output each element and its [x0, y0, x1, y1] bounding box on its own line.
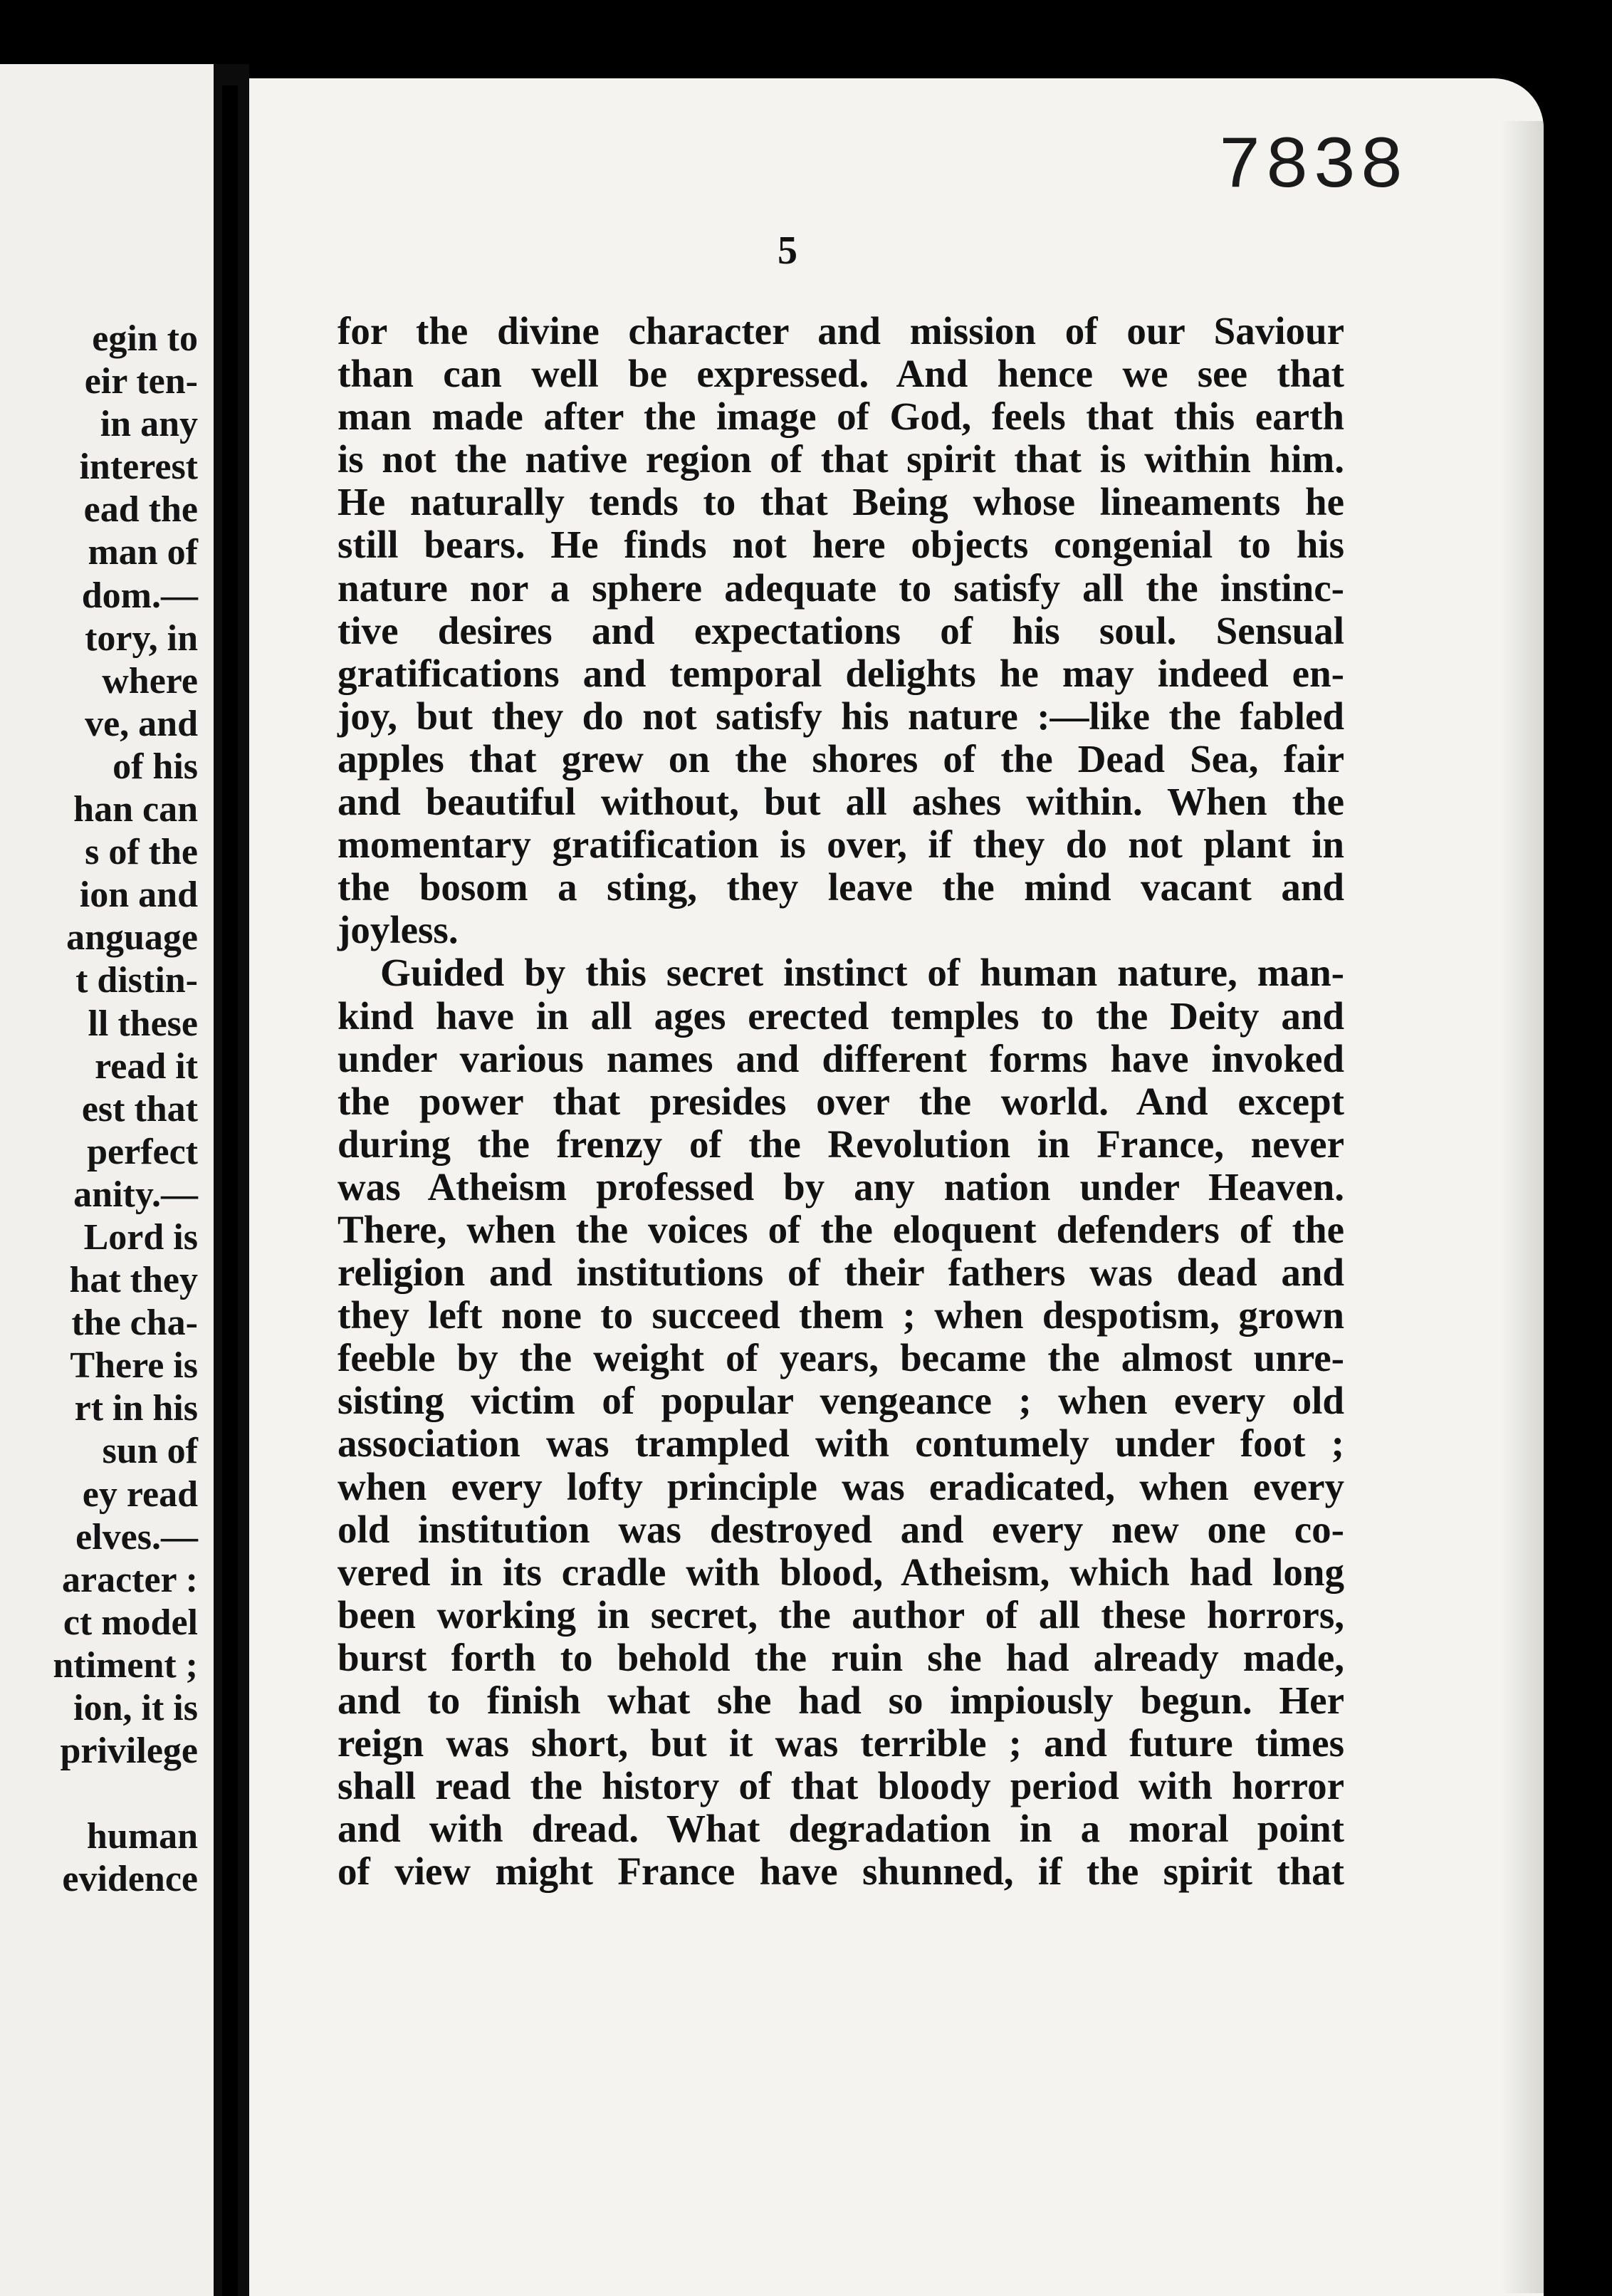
previous-page-line: t distin- — [75, 960, 198, 1001]
previous-page-line: of his — [112, 746, 198, 787]
previous-page-line: ll these — [88, 1003, 198, 1044]
body-line: joyless. — [337, 908, 459, 952]
previous-page-line: aracter : — [61, 1559, 198, 1600]
previous-page-line: han can — [73, 789, 198, 830]
previous-page-line: anguage — [66, 917, 198, 959]
body-line: reign was short, but it was terrible ; and future times — [337, 1721, 1344, 1765]
previous-page-line: where — [102, 660, 198, 701]
previous-page-line: ve, and — [85, 703, 198, 744]
body-line: man made after the image of God, feels that this earth — [337, 395, 1344, 439]
body-line: feeble by the weight of years, became the almost unre- — [337, 1336, 1344, 1380]
body-line: old institution was destroyed and every new one co- — [337, 1507, 1344, 1551]
body-line: still bears. He finds not here objects congenial to his — [337, 523, 1344, 567]
previous-page-line: dom.— — [81, 575, 198, 616]
previous-page-line: est that — [81, 1088, 198, 1129]
previous-page-line: sun of — [102, 1431, 198, 1472]
previous-page-line: hat they — [69, 1260, 198, 1301]
body-line: and to finish what she had so impiously begun. Her — [337, 1679, 1344, 1722]
body-line: is not the native region of that spirit that is within him. — [337, 437, 1344, 481]
previous-page-line: human — [86, 1816, 198, 1857]
body-line: the power that presides over the world. And except — [337, 1079, 1344, 1123]
body-line: under various names and different forms have invoked — [337, 1036, 1344, 1080]
previous-page-edge — [0, 64, 214, 2296]
previous-page-line: ead the — [83, 489, 198, 531]
binding-shadow-line — [222, 85, 238, 2296]
previous-page-line: eir ten- — [84, 361, 198, 402]
body-line: than can well be expressed. And hence we see that — [337, 352, 1344, 396]
previous-page-line: perfect — [87, 1131, 198, 1172]
body-line: for the divine character and mission of our Saviour — [337, 309, 1344, 353]
body-line: burst forth to behold the ruin she had already made, — [337, 1635, 1344, 1679]
body-line: and with dread. What degradation in a moral point — [337, 1807, 1344, 1851]
body-line: apples that grew on the shores of the Dead Sea, fair — [337, 736, 1344, 781]
body-line: There, when the voices of the eloquent defenders of the — [337, 1207, 1344, 1251]
previous-page-line: the cha- — [71, 1303, 198, 1344]
previous-page-line: s of the — [85, 832, 198, 873]
previous-page-text-fragments — [0, 318, 198, 1901]
body-line: association was trampled with contumely under foot ; — [337, 1421, 1344, 1466]
previous-page-line: Lord is — [83, 1216, 198, 1258]
body-line: shall read the history of that bloody period with horror — [337, 1764, 1344, 1808]
body-line: Guided by this secret instinct of human nature, man- — [380, 951, 1344, 995]
body-line: religion and institutions of their fathers was dead and — [337, 1251, 1344, 1295]
body-line: gratifications and temporal delights he may indeed en- — [337, 651, 1344, 695]
body-line: of view might France have shunned, if the spirit that — [337, 1849, 1344, 1894]
previous-page-line: rt in his — [74, 1388, 198, 1429]
page-number: 5 — [778, 229, 797, 273]
previous-page-line: ion, it is — [73, 1688, 198, 1728]
previous-page-line: ey read — [82, 1473, 198, 1515]
body-line: tive desires and expectations of his soul. Sensual — [337, 608, 1344, 652]
body-line: and beautiful without, but all ashes within. When the — [337, 780, 1344, 824]
body-line: during the frenzy of the Revolution in France, never — [337, 1122, 1344, 1166]
body-text-block — [337, 310, 1344, 1893]
body-line: they left none to succeed them ; when despotism, grown — [337, 1293, 1344, 1337]
previous-page-line: tory, in — [85, 617, 198, 659]
previous-page-line: in any — [100, 404, 198, 445]
body-line: sisting victim of popular vengeance ; when every old — [337, 1379, 1344, 1423]
current-page — [249, 78, 1544, 2296]
previous-page-line: privilege — [60, 1731, 198, 1772]
body-line: was Atheism professed by any nation under Heaven. — [337, 1164, 1344, 1209]
body-line: vered in its cradle with blood, Atheism, which had long — [337, 1550, 1344, 1594]
body-line: when every lofty principle was eradicated, when every — [337, 1464, 1344, 1508]
body-line: He naturally tends to that Being whose lineaments he — [337, 480, 1344, 524]
body-line: nature nor a sphere adequate to satisfy all the instinc- — [337, 565, 1344, 610]
previous-page-line: There is — [70, 1345, 198, 1387]
archive-stamp-number: 7838 — [1218, 125, 1407, 209]
body-line: kind have in all ages erected temples to the Deity and — [337, 993, 1344, 1038]
previous-page-line: egin to — [92, 318, 198, 359]
previous-page-line — [0, 1773, 198, 1815]
body-line: the bosom a sting, they leave the mind vacant and — [337, 865, 1344, 909]
page-edge-shading — [1501, 121, 1544, 2293]
previous-page-line: read it — [95, 1045, 198, 1087]
body-line: been working in secret, the author of all these horrors, — [337, 1592, 1344, 1637]
previous-page-line: ntiment ; — [53, 1644, 198, 1686]
previous-page-line: evidence — [62, 1859, 198, 1900]
previous-page-line: interest — [79, 447, 198, 488]
body-line: joy, but they do not satisfy his nature :—like the fabled — [337, 694, 1344, 738]
previous-page-line: anity.— — [73, 1174, 198, 1215]
previous-page-line: man of — [88, 532, 198, 573]
body-line: momentary gratification is over, if they do not plant in — [337, 823, 1344, 867]
previous-page-line: ct model — [63, 1602, 198, 1643]
previous-page-line: ion and — [79, 875, 198, 916]
previous-page-line: elves.— — [75, 1516, 198, 1557]
